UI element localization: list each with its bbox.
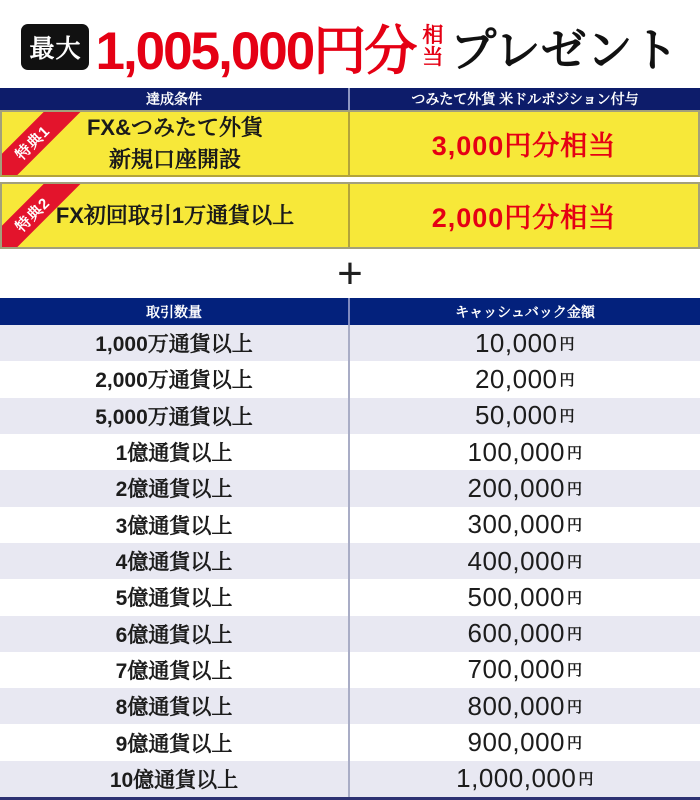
bonus-header-grant: つみたて外貨 米ドルポジション付与 <box>350 88 700 110</box>
cashback-row <box>0 616 700 652</box>
yen-unit: 円 <box>566 698 583 716</box>
cashback-row <box>0 434 700 470</box>
bonus1-reward: 3,000円分相当 <box>431 131 617 161</box>
cashback-row <box>0 507 700 543</box>
yen-unit: 円 <box>566 662 583 680</box>
plus-sign: + <box>337 248 363 298</box>
cashback-amount-value: 300,000 <box>467 509 565 540</box>
trade-volume-cell: 6億通貨以上 <box>0 616 350 652</box>
bonus-row-1 <box>0 110 700 177</box>
trade-volume-cell: 4億通貨以上 <box>0 543 350 579</box>
title-amount: 1,005,000円分 <box>95 22 416 81</box>
trade-volume-cell: 9億通貨以上 <box>0 724 350 760</box>
ribbon-bonus2: 特典2 <box>0 182 84 249</box>
title-equivalent-stack: 相当 <box>422 23 444 69</box>
cashback-amount-value: 400,000 <box>467 545 565 576</box>
trade-volume-cell: 7億通貨以上 <box>0 652 350 688</box>
yen-unit: 円 <box>566 589 583 607</box>
cashback-table <box>0 298 700 797</box>
bonus1-condition-line2: 新規口座開設 <box>108 146 241 172</box>
bonus-row-2 <box>0 182 700 249</box>
trade-volume-cell: 1,000万通貨以上 <box>0 325 350 361</box>
yen-unit: 円 <box>566 553 583 571</box>
cashback-amount-cell <box>350 507 700 543</box>
trade-volume-cell: 1億通貨以上 <box>0 434 350 470</box>
cashback-row <box>0 724 700 760</box>
bonus-table-header <box>0 88 700 110</box>
yen-unit: 円 <box>566 735 583 753</box>
cashback-row <box>0 652 700 688</box>
bonus2-reward: 2,000円分相当 <box>431 203 617 233</box>
trade-volume-cell: 3億通貨以上 <box>0 507 350 543</box>
cashback-row <box>0 761 700 797</box>
cashback-amount-value: 1,000,000 <box>456 763 577 794</box>
cashback-amount-cell <box>350 616 700 652</box>
cashback-amount-cell <box>350 761 700 797</box>
bonus1-condition-line1: FX&つみたて外貨 <box>86 114 263 140</box>
max-badge: 最大 <box>21 24 89 70</box>
bonus-table <box>0 88 700 249</box>
cashback-amount-cell <box>350 398 700 434</box>
ribbon-bonus1: 特典1 <box>0 110 84 177</box>
cashback-amount-cell <box>350 724 700 760</box>
cashback-amount-value: 500,000 <box>467 581 565 612</box>
cashback-amount-cell <box>350 652 700 688</box>
cashback-row <box>0 688 700 724</box>
cashback-row <box>0 470 700 506</box>
cashback-amount-cell <box>350 325 700 361</box>
trade-volume-cell: 5億通貨以上 <box>0 579 350 615</box>
trade-volume-cell: 2,000万通貨以上 <box>0 361 350 397</box>
yen-unit: 円 <box>559 335 576 353</box>
cashback-row <box>0 579 700 615</box>
campaign-title <box>0 0 700 88</box>
cashback-row <box>0 543 700 579</box>
cashback-amount-value: 900,000 <box>467 727 565 758</box>
trade-volume-cell: 5,000万通貨以上 <box>0 398 350 434</box>
cashback-amount-value: 800,000 <box>467 690 565 721</box>
cashback-header-volume: 取引数量 <box>0 298 350 325</box>
title-present-label: プレゼント <box>450 24 679 76</box>
cashback-header-amount: キャッシュバック金額 <box>350 298 700 325</box>
cashback-amount-value: 20,000 <box>474 363 558 394</box>
yen-unit: 円 <box>566 626 583 644</box>
bonus-header-condition: 達成条件 <box>0 88 350 110</box>
yen-unit: 円 <box>559 408 576 426</box>
cashback-amount-value: 700,000 <box>467 654 565 685</box>
cashback-amount-cell <box>350 434 700 470</box>
cashback-row <box>0 361 700 397</box>
bonus2-condition-line1: FX初回取引1万通貨以上 <box>55 202 295 228</box>
cashback-amount-value: 100,000 <box>467 436 565 467</box>
trade-volume-cell: 8億通貨以上 <box>0 688 350 724</box>
trade-volume-cell: 10億通貨以上 <box>0 761 350 797</box>
cashback-table-body <box>0 325 700 797</box>
yen-unit: 円 <box>566 444 583 462</box>
trade-volume-cell: 2億通貨以上 <box>0 470 350 506</box>
cashback-amount-cell <box>350 470 700 506</box>
yen-unit: 円 <box>578 771 594 789</box>
yen-unit: 円 <box>559 371 576 389</box>
cashback-amount-cell <box>350 579 700 615</box>
cashback-amount-value: 200,000 <box>467 472 565 503</box>
cashback-table-header <box>0 298 700 325</box>
yen-unit: 円 <box>566 480 583 498</box>
cashback-amount-value: 50,000 <box>474 400 558 431</box>
cashback-amount-cell <box>350 361 700 397</box>
yen-unit: 円 <box>566 517 583 535</box>
cashback-amount-value: 10,000 <box>474 327 558 358</box>
cashback-row <box>0 398 700 434</box>
cashback-amount-value: 600,000 <box>467 618 565 649</box>
cashback-amount-cell <box>350 543 700 579</box>
cashback-row <box>0 325 700 361</box>
cashback-amount-cell <box>350 688 700 724</box>
